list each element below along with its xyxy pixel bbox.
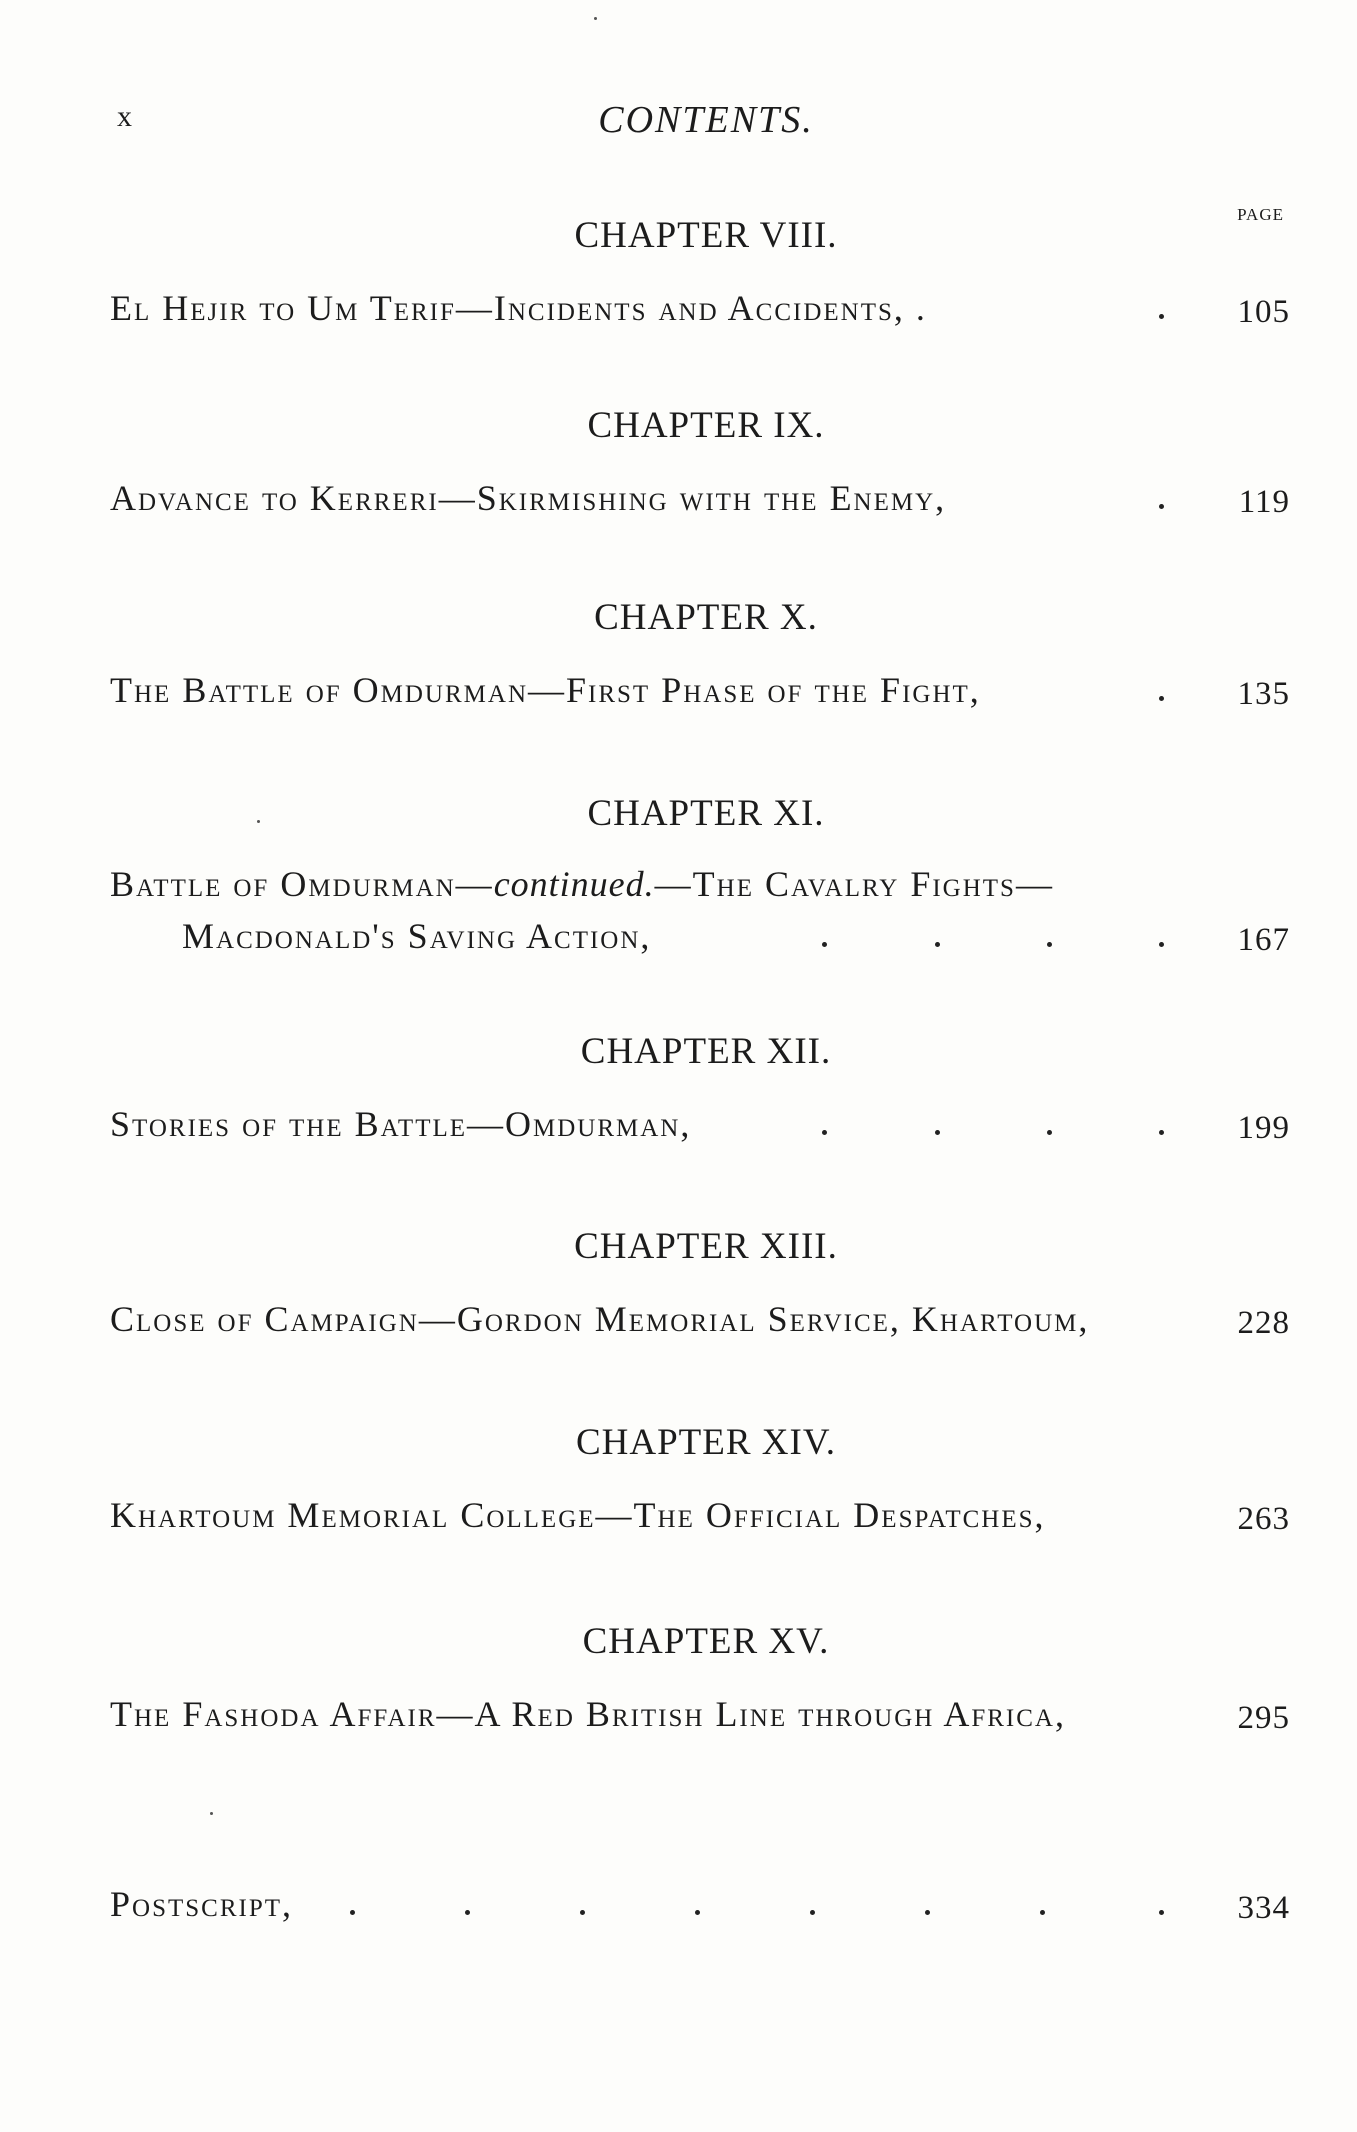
toc-entry[interactable]: [110, 282, 1290, 334]
toc-entry-title: Close of Campaign—Gordon Memorial Service, Khartoum,: [110, 1299, 1090, 1339]
toc-entry[interactable]: [110, 1098, 1290, 1150]
toc-entry-title: Advance to Kerreri—Skirmishing with the Enemy,: [110, 478, 947, 518]
chapter-heading: CHAPTER XIV.: [575, 1422, 837, 1463]
toc-entry[interactable]: [110, 858, 1290, 962]
toc-entry[interactable]: [110, 664, 1290, 716]
toc-entry-page: 167: [1237, 922, 1290, 958]
toc-entry-title: The Battle of Omdurman—First Phase of the Fight,: [110, 670, 981, 710]
toc-entry-page: 334: [1237, 1890, 1290, 1926]
toc-entry[interactable]: [110, 1489, 1290, 1541]
toc-entry-title: The Fashoda Affair—A Red British Line through Africa,: [110, 1694, 1066, 1734]
chapter-heading: CHAPTER XI.: [587, 793, 825, 834]
toc-entry-title: Khartoum Memorial College—The Official Despatches,: [110, 1495, 1046, 1535]
toc-entry-page: 295: [1237, 1700, 1290, 1736]
toc-entry[interactable]: [110, 472, 1290, 524]
toc-entry-page: 135: [1237, 676, 1290, 712]
chapter-heading: CHAPTER XII.: [580, 1031, 832, 1072]
toc-entry-title: Macdonald's Saving Action,: [182, 916, 652, 956]
chapter-heading: CHAPTER X.: [594, 597, 818, 638]
toc-entry-page: 199: [1237, 1110, 1290, 1146]
chapter-heading: CHAPTER XV.: [582, 1621, 830, 1662]
toc-entry-title-italic: continued.: [493, 864, 655, 904]
scan-speck: [594, 17, 597, 20]
toc-entry-page: 105: [1237, 294, 1290, 330]
scan-speck: [257, 820, 260, 823]
toc-entry[interactable]: [110, 1688, 1290, 1740]
toc-entry-title: El Hejir to Um Terif—Incidents and Accidents, .: [110, 288, 927, 328]
chapter-heading: CHAPTER IX.: [587, 405, 825, 446]
folio-page-number: x: [117, 100, 132, 133]
toc-entry-title: Stories of the Battle—Omdurman,: [110, 1104, 692, 1144]
toc-entry-postscript[interactable]: [110, 1878, 1290, 1930]
toc-entry-page: 228: [1237, 1305, 1290, 1341]
toc-entry-page: 263: [1237, 1501, 1290, 1537]
toc-entry-page: 119: [1238, 484, 1290, 520]
toc-entry-title: Postscript,: [110, 1884, 294, 1924]
page-column-label: PAGE: [1237, 205, 1284, 224]
toc-entry-title-part: Battle of Omdurman—: [110, 864, 494, 904]
toc-entry-title-part: —The Cavalry Fights—: [654, 864, 1054, 904]
toc-entry[interactable]: [110, 1293, 1290, 1345]
chapter-heading: CHAPTER VIII.: [574, 215, 838, 256]
running-head: CONTENTS.: [598, 99, 814, 141]
scan-speck: [210, 1812, 213, 1815]
chapter-heading: CHAPTER XIII.: [574, 1226, 838, 1267]
